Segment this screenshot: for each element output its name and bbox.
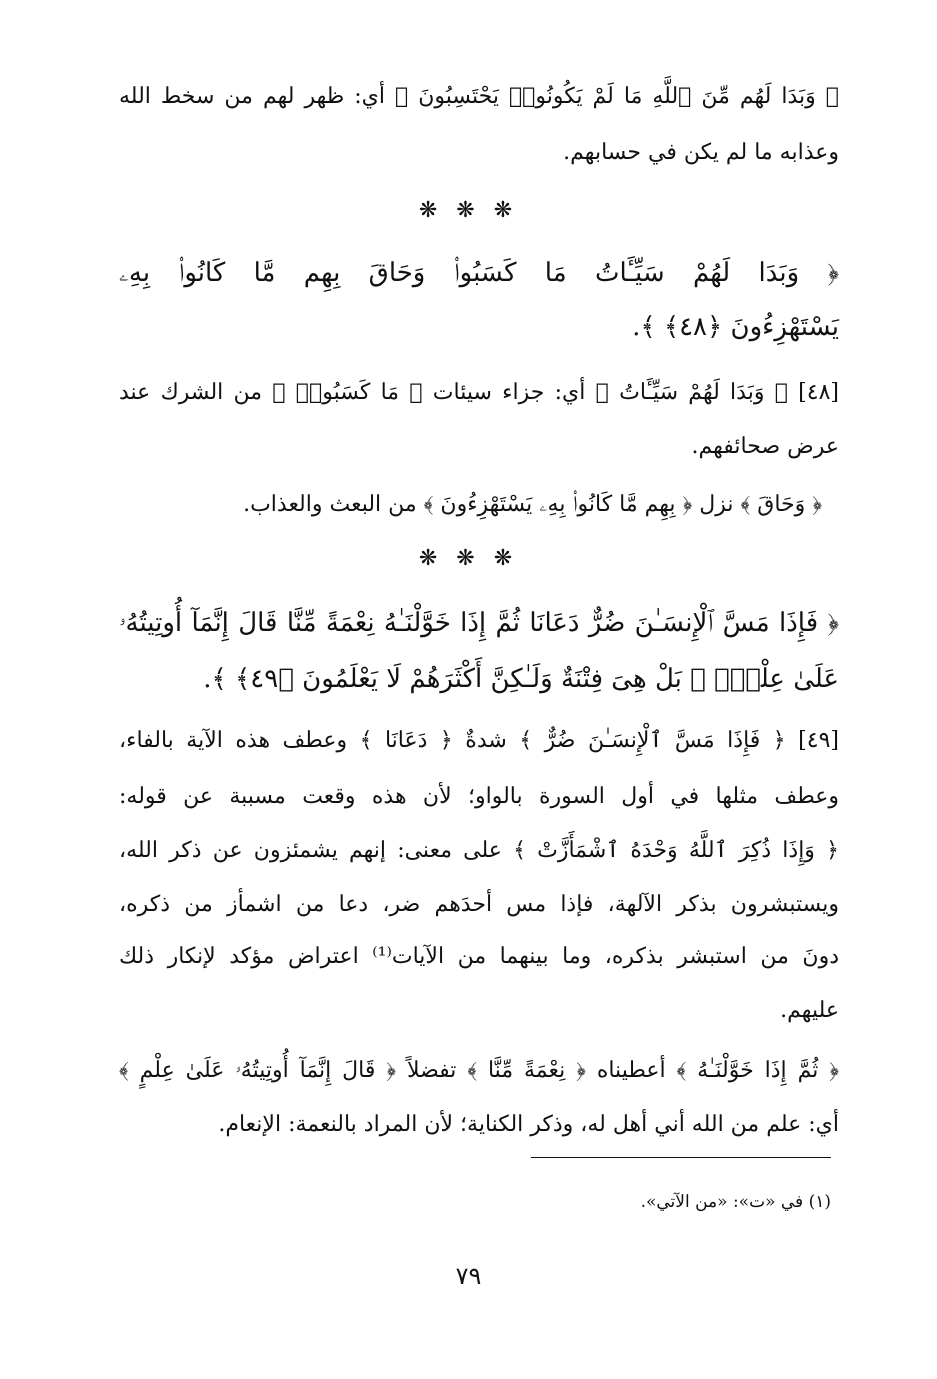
section-separator-2: ❋ ❋ ❋ — [418, 546, 519, 571]
verse-48-line-2: يَسْتَهْزِءُونَ ﴿٤٨﴾ ﴾. — [632, 312, 839, 342]
commentary-49-line-1: [٤٩] ﴿ فَإِذَا مَسَّ ٱلْإِنسَـٰنَ ضُرٌّ ﴾ شدةٌ ﴿ دَعَانَا ﴾ وعطف هذه الآية بالفاء، — [119, 728, 839, 753]
commentary-49-line-3: ﴿ وَإِذَا ذُكِرَ ٱللَّهُ وَحْدَهُ ٱشْمَأَزَّتْ ﴾ على معنى: إنهم يشمئزون عن ذكر الله، — [119, 838, 839, 863]
footnote-1: (١) في «ت»: «من الآتي». — [640, 1192, 831, 1212]
body-line-2: وعذابه ما لم يكن في حسابهم. — [563, 140, 839, 165]
page-number: ٧٩ — [455, 1262, 482, 1290]
commentary-49-line-8: أي: علم من الله أني أهل له، وذكر الكناية؛ لأن المراد بالنعمة: الإنعام. — [218, 1112, 839, 1137]
verse-49-line-1: ﴿ فَإِذَا مَسَّ ٱلْإِنسَـٰنَ ضُرٌّ دَعَانَا ثُمَّ إِذَا خَوَّلْنَـٰهُ نِعْمَةً مِّنَّا قَالَ إِنَّمَآ أُوتِيتُهُۥ — [119, 608, 839, 638]
commentary-49-line-5: دونَ من استبشر بذكره، وما بينهما من الآيات⁽¹⁾ اعتراض مؤكد لإنكار ذلك — [119, 944, 839, 969]
commentary-49-line-7: ﴿ ثُمَّ إِذَا خَوَّلْنَـٰهُ ﴾ أعطيناه ﴿ نِعْمَةً مِّنَّا ﴾ تفضلاً ﴿ قَالَ إِنَّمَآ أُوتِيتُهُۥ عَلَىٰ عِلْمٍ ﴾ — [119, 1058, 839, 1083]
commentary-49-line-2: وعطف مثلها في أول السورة بالواو؛ لأن هذه وقعت مسببة عن قوله: — [119, 784, 839, 809]
footnote-rule — [531, 1157, 831, 1158]
commentary-49-line-4: ويستبشرون بذكر الآلهة، فإذا مس أحدَهم ضر، دعا من اشمأز من ذكره، — [119, 892, 839, 917]
commentary-48-line-3: ﴿ وَحَاقَ ﴾ نزل ﴿ بِهِم مَّا كَانُوا۟ بِهِۦ يَسْتَهْزِءُونَ ﴾ من البعث والعذاب. — [243, 492, 822, 517]
commentary-49-line-6: عليهم. — [780, 998, 839, 1023]
verse-48-line-1: ﴿ وَبَدَا لَهُمْ سَيِّـَٔاتُ مَا كَسَبُوا۟ وَحَاقَ بِهِم مَّا كَانُوا۟ بِهِۦ — [119, 258, 839, 288]
commentary-48-line-2: عرض صحائفهم. — [691, 434, 839, 459]
commentary-48-line-1: [٤٨] ﴿ وَبَدَا لَهُمْ سَيِّـَٔاتُ ﴾ أي: جزاء سيئات ﴿ مَا كَسَبُوا۟ ﴾ من الشرك عند — [119, 380, 839, 405]
section-separator-1: ❋ ❋ ❋ — [418, 198, 519, 223]
body-line-1: ﴿ وَبَدَا لَهُم مِّنَ ٱللَّهِ مَا لَمْ يَكُونُوا۟ يَحْتَسِبُونَ ﴾ أي: ظهر لهم من سخط الله — [119, 84, 840, 109]
verse-49-line-2: عَلَىٰ عِلْمٍۭ ۚ بَلْ هِىَ فِتْنَةٌ وَلَـٰكِنَّ أَكْثَرَهُمْ لَا يَعْلَمُونَ ﴿٤٩﴾ ﴾. — [203, 664, 839, 694]
